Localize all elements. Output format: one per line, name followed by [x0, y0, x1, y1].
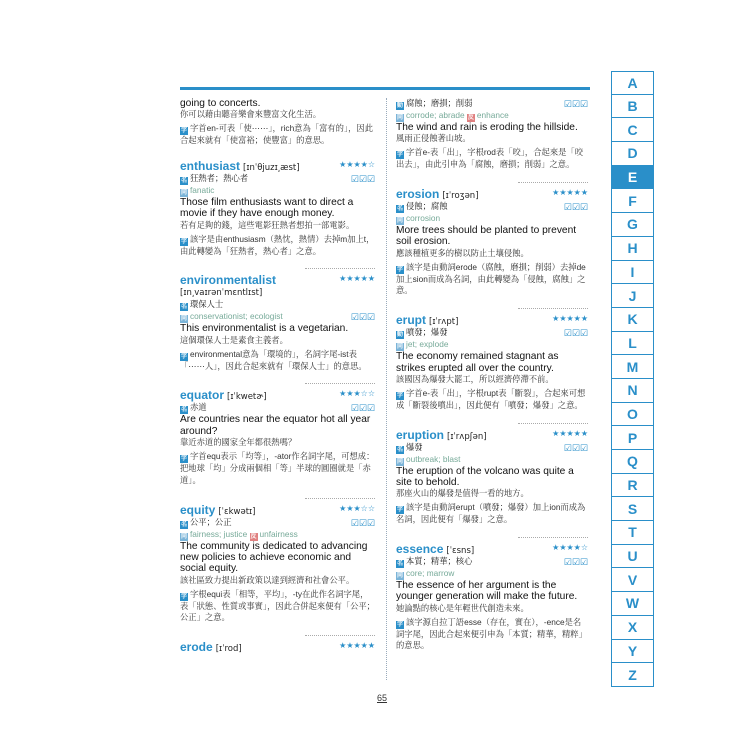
antonyms: unfairness — [259, 528, 298, 539]
root-badge: 字 — [180, 353, 187, 360]
synonym-badge: 同 — [396, 458, 403, 465]
etymology-note: 字 該字是由動詞erupt（噴發；爆發）加上ion而成為名詞，因此便有「爆發」之意。 — [396, 502, 586, 525]
pos-badge: 名 — [180, 407, 187, 414]
divider — [305, 268, 375, 269]
letter-tab-n[interactable]: N — [611, 379, 654, 403]
etymology-note: 字 該字源自拉丁語esse（存在，實在），-ence是名詞字尾，因此合起來便引申為「本質；精華，精粹」的意思。 — [396, 616, 587, 651]
letter-tab-h[interactable]: H — [611, 237, 654, 261]
divider — [305, 383, 375, 384]
example-zh: 該社區致力提出新政策以達到經濟和社會公平。 — [180, 574, 355, 585]
synonyms: core; marrow — [406, 567, 455, 578]
antonym-badge: 反 — [467, 115, 474, 121]
etymology-note: 字 字首e-表「出」，字根rupt表「斷裂」，合起來可想成「斷裂後噴出」，因此便有「噴發；爆發」之意。 — [396, 387, 586, 410]
example-zh: 這個環保人士是素食主義者。 — [180, 334, 288, 345]
headword[interactable]: equity — [180, 502, 216, 517]
synonyms: corrosion — [406, 212, 441, 223]
pronunciation: [ɪˈroʒən] — [442, 190, 479, 201]
root-badge: 字 — [180, 456, 187, 463]
entry-essence — [396, 537, 588, 652]
example-en: The economy remained stagnant as strikes erupted all over the country. — [396, 351, 559, 374]
pos-badge: 名 — [396, 205, 403, 212]
pronunciation: [ˈɛkwətɪ] — [218, 506, 256, 517]
entry-equator — [180, 383, 375, 486]
divider — [518, 423, 588, 424]
synonyms: fanatic — [190, 184, 215, 195]
checkboxes[interactable]: ☑☑☑ — [350, 312, 375, 323]
entry-enthusiast — [180, 158, 375, 257]
meaning: 環保人士 — [190, 299, 224, 310]
pronunciation: [ɪˈrod] — [215, 644, 242, 655]
divider — [518, 182, 588, 183]
left-column — [180, 98, 375, 654]
synonym-badge: 同 — [396, 344, 403, 351]
meaning: 爆發 — [406, 441, 423, 452]
alphabet-index — [611, 71, 654, 687]
letter-tab-m[interactable]: M — [611, 355, 654, 379]
example-zh: 你可以藉由聽音樂會來豐富文化生活。 — [180, 109, 322, 120]
example-en: The community is dedicated to advancing new policies to achieve economic and social equity. — [180, 540, 368, 575]
intro-entry — [180, 98, 375, 147]
letter-tab-b[interactable]: B — [611, 95, 654, 119]
pos-badge: 名 — [396, 446, 403, 453]
entry-erode-continued — [396, 98, 588, 171]
synonym-badge: 同 — [396, 572, 403, 579]
star-rating: ★★★★☆ — [552, 542, 588, 552]
star-rating: ★★★★★ — [552, 187, 588, 197]
synonyms: conservationist; ecologist — [190, 311, 283, 322]
pronunciation: [ɪˈrʌpʃən] — [447, 431, 487, 442]
root-badge: 字 — [396, 621, 403, 628]
star-rating: ★★★★★ — [339, 641, 375, 651]
pronunciation: [ɪˈkwetɚ] — [227, 392, 267, 403]
etymology-note: 字 environmental意為「環境的」，名詞字尾-ist表「⋯⋯人」，因此合起來就有「環保人士」的意思。 — [180, 348, 367, 371]
synonym-badge: 同 — [180, 316, 187, 323]
checkboxes[interactable]: ☑☑☑ — [350, 403, 375, 414]
synonyms: fairness; justice — [190, 528, 248, 539]
example-en: The essence of her argument is the younger generation will make the future. — [396, 579, 578, 603]
checkboxes[interactable]: ☑☑☑ — [563, 556, 588, 567]
letter-tab-f[interactable]: F — [611, 189, 654, 213]
checkboxes[interactable]: ☑☑☑ — [563, 99, 588, 109]
example-zh: 她論點的核心是年輕世代創造未來。 — [396, 602, 529, 613]
entry-erosion — [396, 182, 588, 297]
antonym-badge: 反 — [250, 533, 257, 540]
root-badge: 字 — [180, 128, 187, 135]
letter-tab-u[interactable]: U — [611, 545, 654, 569]
entry-equity — [180, 498, 375, 625]
letter-tab-g[interactable]: G — [611, 213, 654, 237]
synonyms: jet; explode — [406, 339, 449, 350]
top-rule — [180, 87, 590, 90]
pos-badge: 名 — [396, 560, 403, 567]
checkboxes[interactable]: ☑☑☑ — [350, 517, 375, 528]
checkboxes[interactable]: ☑☑☑ — [563, 201, 588, 212]
letter-tab-l[interactable]: L — [611, 332, 654, 356]
synonym-badge: 同 — [180, 189, 187, 196]
page-number: 65 — [377, 693, 388, 703]
meaning: 侵蝕；腐蝕 — [406, 200, 448, 211]
example-en: The wind and rain is eroding the hillside. — [396, 122, 578, 133]
letter-tab-i[interactable]: I — [611, 261, 654, 285]
star-rating: ★★★☆☆ — [339, 503, 375, 513]
root-badge: 字 — [180, 593, 187, 600]
divider — [518, 308, 588, 309]
root-badge: 字 — [396, 152, 403, 159]
example-zh: 若有足夠的錢，這些電影狂熱者想拍一部電影。 — [180, 219, 355, 230]
letter-tab-t[interactable]: T — [611, 521, 654, 545]
example-en: Those film enthusiasts want to direct a movie if they have enough money. — [180, 196, 354, 220]
pos-badge: 動 — [396, 332, 403, 339]
pronunciation: [ɪnˈθjuzɪ͵æst] — [243, 162, 300, 173]
pronunciation: [ɪˈrʌpt] — [429, 317, 459, 328]
example-en: The eruption of the volcano was quite a site to behold. — [396, 465, 574, 488]
letter-tab-o[interactable]: O — [611, 403, 654, 427]
etymology-note: 字 字首equ表示「均等」，-ator作名詞字尾，可想成：把地球「均」分成兩個相「等」半球的圓圈就是「赤道」。 — [180, 451, 375, 485]
example-en: going to concerts. — [180, 98, 261, 109]
divider — [305, 498, 375, 499]
letter-tab-x[interactable]: X — [611, 616, 654, 640]
entry-environmentalist — [180, 268, 375, 372]
divider — [305, 635, 375, 636]
meaning: 赤道 — [190, 402, 207, 413]
example-zh: 該國因為爆發大罷工，所以經濟停滯不前。 — [396, 374, 554, 385]
letter-tab-k[interactable]: K — [611, 308, 654, 332]
meaning: 噴發；爆發 — [406, 327, 448, 338]
letter-tab-s[interactable]: S — [611, 497, 654, 521]
example-en: Are countries near the equator hot all year around? — [180, 414, 371, 437]
synonym-badge: 同 — [180, 533, 187, 540]
star-rating: ★★★★☆ — [339, 159, 375, 169]
column-divider — [386, 98, 387, 680]
letter-tab-p[interactable]: P — [611, 426, 654, 450]
divider — [518, 537, 588, 538]
etymology-note: 字 該字是由enthusiasm（熱忱，熱情）去掉m加上t，由此轉變為「狂熱者，熱心者」之意。 — [180, 233, 375, 256]
example-en: More trees should be planted to prevent soil erosion. — [396, 224, 577, 248]
headword[interactable]: eruption — [396, 427, 444, 442]
star-rating: ★★★★★ — [339, 274, 375, 284]
letter-tab-d[interactable]: D — [611, 142, 654, 166]
headword[interactable]: equator — [180, 388, 225, 403]
headword[interactable]: environmentalist — [180, 273, 277, 288]
entry-eruption — [396, 423, 588, 526]
star-rating: ★★★★★ — [552, 428, 588, 438]
letter-tab-a[interactable]: A — [611, 71, 654, 95]
synonym-badge: 同 — [396, 115, 403, 121]
pos-badge: 名 — [180, 177, 187, 184]
meaning: 公平；公正 — [190, 516, 232, 527]
right-column — [396, 98, 588, 652]
synonym-badge: 同 — [396, 217, 403, 224]
meaning: 腐蝕；磨損；削弱 — [406, 98, 473, 108]
letter-tab-y[interactable]: Y — [611, 640, 654, 664]
letter-tab-v[interactable]: V — [611, 568, 654, 592]
letter-tab-j[interactable]: J — [611, 284, 654, 308]
pos-badge: 名 — [180, 521, 187, 528]
letter-tab-e[interactable]: E — [611, 166, 654, 190]
example-zh: 應該種植更多的樹以防止土壤侵蝕。 — [396, 247, 529, 258]
headword[interactable]: enthusiast — [180, 158, 241, 173]
synonyms: outbreak; blast — [406, 453, 461, 464]
pronunciation: [ɪn͵vaɪrənˈmɛntlɪst] — [180, 288, 263, 299]
meaning: 狂熱者；熱心者 — [190, 172, 249, 183]
root-badge: 字 — [396, 266, 403, 273]
root-badge: 字 — [396, 507, 403, 514]
example-zh: 靠近赤道的國家全年都很熱嗎？ — [180, 437, 297, 448]
letter-tab-c[interactable]: C — [611, 118, 654, 142]
meaning: 本質；精華；核心 — [406, 555, 473, 566]
checkboxes[interactable]: ☑☑☑ — [563, 442, 588, 453]
checkboxes[interactable]: ☑☑☑ — [350, 173, 375, 184]
etymology-note: 字 該字是由動詞erode（腐蝕，磨損；削弱）去掉de加上sion而成為名詞，由此轉變為「侵蝕，腐蝕」之意。 — [396, 261, 586, 296]
root-badge: 字 — [180, 238, 187, 245]
entry-erupt — [396, 308, 588, 411]
etymology-note: 字 字根equi表「相等，平均」，-ty在此作名詞字尾，表「狀態、性質或事實」，因此合併起來便有「公平；公正」之意。 — [180, 588, 375, 623]
example-zh: 風雨正侵蝕著山坡。 — [396, 133, 471, 144]
antonyms: enhance — [476, 110, 509, 120]
pos-badge: 動 — [396, 103, 403, 109]
letter-tab-w[interactable]: W — [611, 592, 654, 616]
letter-tab-z[interactable]: Z — [611, 663, 654, 687]
pronunciation: [ˈɛsns] — [446, 545, 475, 556]
star-rating: ★★★☆☆ — [339, 389, 375, 399]
synonyms: corrode; abrade — [406, 110, 465, 120]
etymology-note: 字 字首e-表「出」，字根rod表「咬」，合起來是「咬出去」，由此引申為「腐蝕，磨損；削弱」之意。 — [396, 147, 584, 170]
star-rating: ★★★★★ — [552, 314, 588, 324]
letter-tab-q[interactable]: Q — [611, 450, 654, 474]
headword[interactable]: erupt — [396, 313, 426, 328]
checkboxes[interactable]: ☑☑☑ — [563, 328, 588, 339]
etymology-note: 字 字首en-可表「使⋯⋯」，rich意為「富有的」，因此合起來就有「使富裕；使豐富」的意思。 — [180, 123, 373, 146]
headword[interactable]: essence — [396, 541, 444, 556]
root-badge: 字 — [396, 392, 403, 399]
example-en: This environmentalist is a vegetarian. — [180, 323, 349, 335]
pos-badge: 名 — [180, 304, 187, 311]
headword[interactable]: erode — [180, 640, 213, 655]
entry-erode — [180, 635, 375, 654]
letter-tab-r[interactable]: R — [611, 474, 654, 498]
example-zh: 那座火山的爆發是值得一看的地方。 — [396, 488, 529, 499]
headword[interactable]: erosion — [396, 186, 440, 201]
